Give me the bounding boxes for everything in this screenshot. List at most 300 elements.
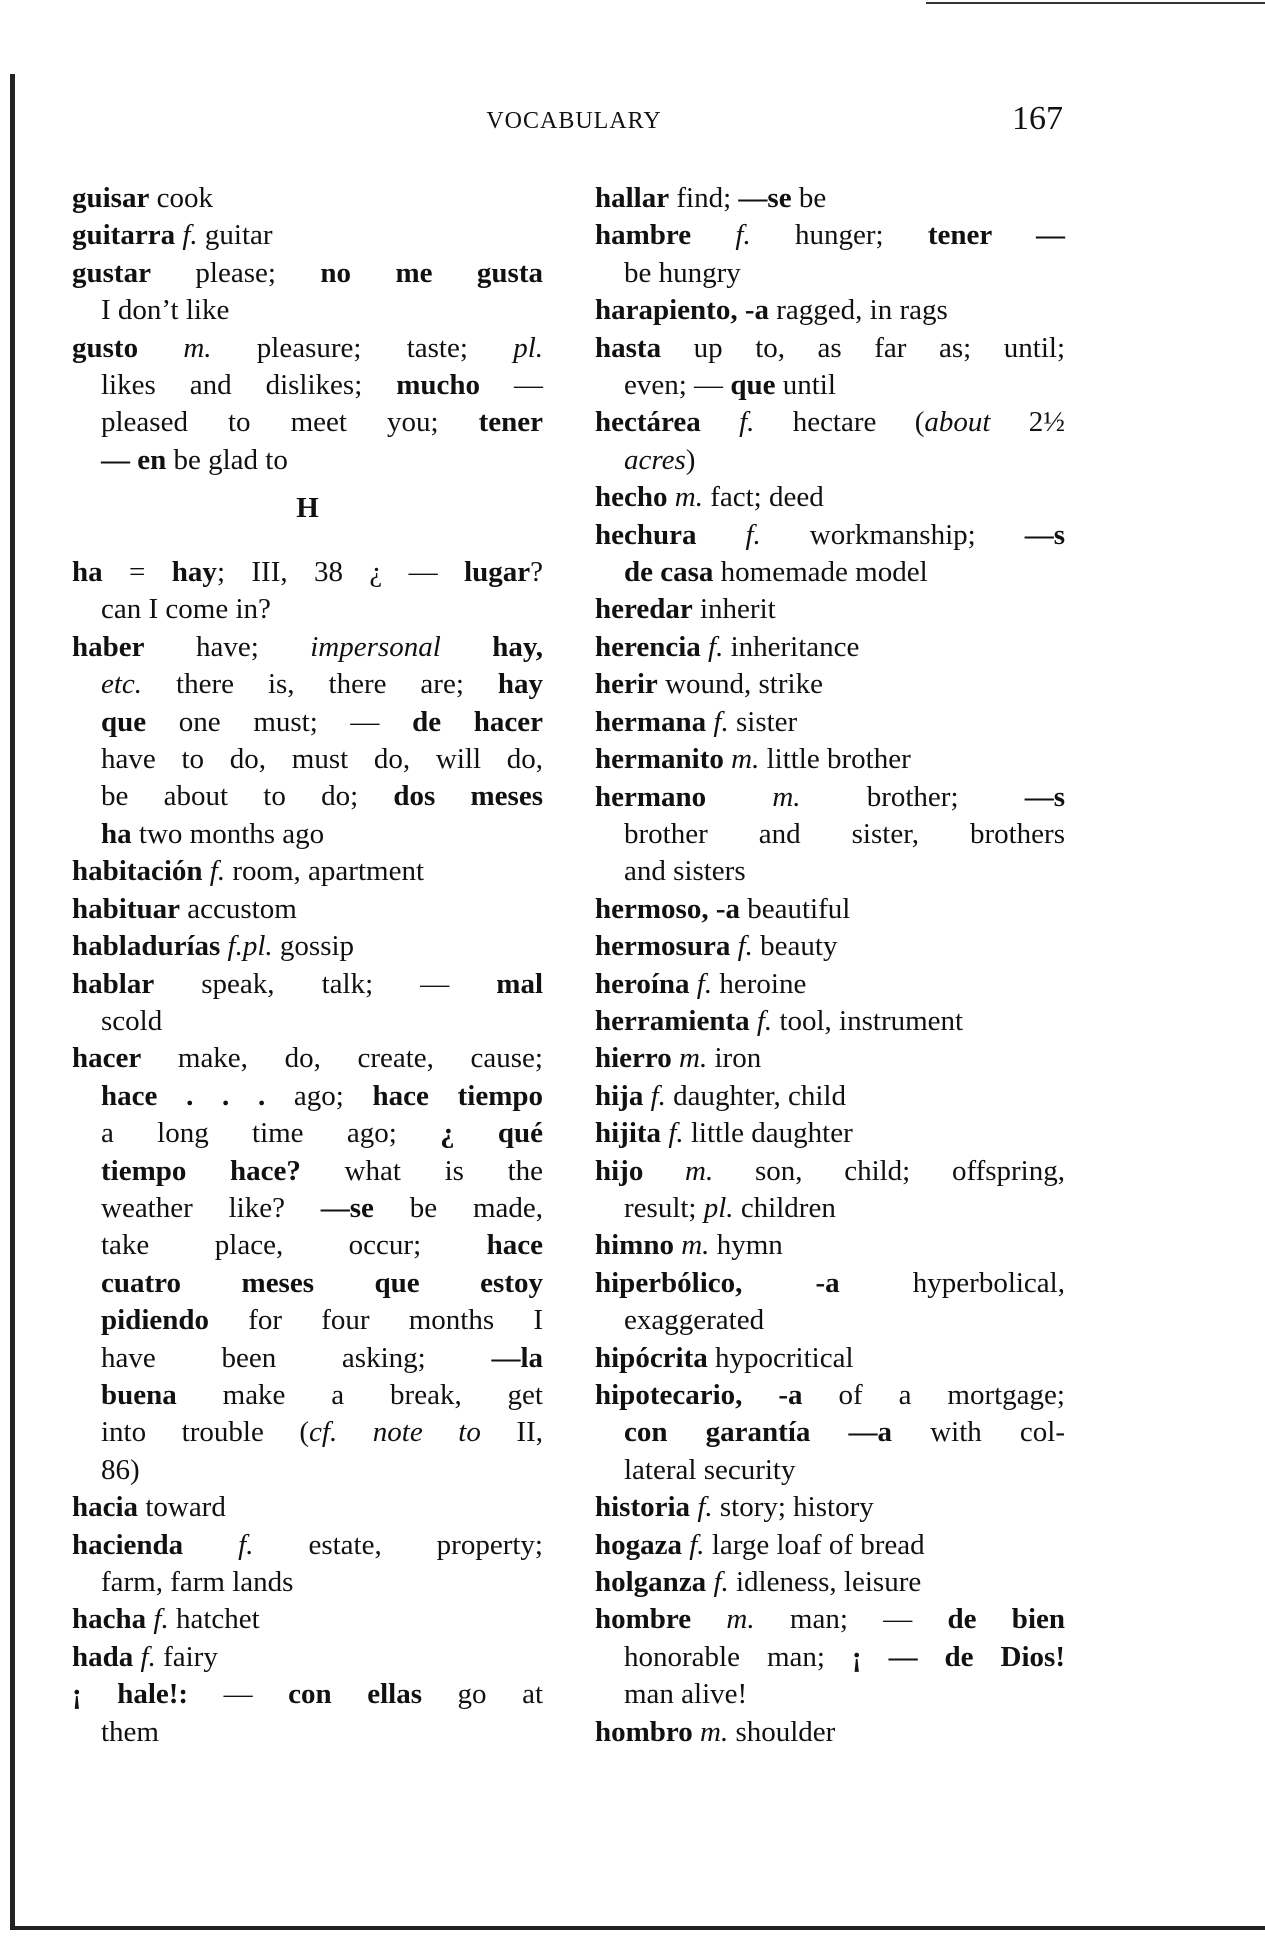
entry-line <box>72 704 543 741</box>
headword-text: hace tiempo <box>372 1079 543 1112</box>
definition-text: hatchet <box>168 1603 260 1636</box>
vocabulary-entry <box>595 292 1065 329</box>
definition-text: be <box>791 182 827 214</box>
headword-text: ¡ hale!: <box>72 1678 189 1711</box>
definition-text: 86) <box>101 1453 140 1486</box>
vocabulary-entry <box>72 554 543 629</box>
definition-text: children <box>733 1191 836 1224</box>
definition-text: of a mortgage; <box>802 1379 1065 1411</box>
grammar-label: m. <box>667 481 703 514</box>
vocabulary-entry <box>595 1003 1065 1040</box>
entry-line <box>595 1489 1065 1526</box>
definition-text: accustom <box>179 892 297 925</box>
vocabulary-entry <box>595 666 1065 703</box>
headword-text: con ellas <box>288 1678 422 1711</box>
entry-line <box>72 778 543 815</box>
headword-text: himno <box>595 1229 674 1262</box>
entry-line <box>72 1003 543 1040</box>
vocabulary-entry <box>595 1527 1065 1564</box>
definition-text: likes and dislikes; <box>101 369 397 402</box>
headword-text: habituar <box>72 892 180 925</box>
headword-text: guisar <box>72 182 150 214</box>
entry-line <box>595 816 1065 853</box>
entry-line <box>72 255 543 292</box>
headword-text: —s <box>1024 518 1065 551</box>
headword-text: hermanito <box>595 743 724 776</box>
scan-edge-top <box>926 2 1265 4</box>
definition-text: heroine <box>712 967 807 1000</box>
headword-text: —la <box>491 1341 543 1374</box>
headword-text: habladurías <box>72 930 221 963</box>
grammar-label: f. <box>689 967 713 1000</box>
definition-text: hymn <box>709 1229 783 1262</box>
headword-text: hay <box>497 668 543 701</box>
definition-text: a long time ago; <box>101 1117 441 1150</box>
entry-line <box>595 1340 1065 1377</box>
headword-text: que <box>730 369 776 402</box>
grammar-label: about <box>924 406 991 439</box>
headword-text: hipócrita <box>595 1341 708 1374</box>
vocabulary-entry <box>595 1078 1065 1115</box>
grammar-label: etc. <box>101 668 143 701</box>
vocabulary-entry <box>595 217 1065 292</box>
entry-line <box>595 217 1065 254</box>
entry-line <box>72 1489 543 1526</box>
grammar-label: f. <box>749 1004 773 1037</box>
headword-text: hectárea <box>595 406 701 439</box>
definition-text: I don’t like <box>101 294 230 327</box>
grammar-label: m. <box>706 780 801 813</box>
headword-text: ha <box>101 817 132 850</box>
grammar-label: f. <box>700 406 755 439</box>
entry-line <box>595 1190 1065 1227</box>
right-column <box>595 180 1065 1751</box>
entry-line <box>595 666 1065 703</box>
entry-line <box>595 442 1065 479</box>
definition-text: little brother <box>759 743 911 776</box>
definition-text: room, apartment <box>225 855 425 888</box>
headword-text: hace . . . <box>101 1079 266 1112</box>
definition-text: story; history <box>712 1491 874 1524</box>
definition-text: have been asking; <box>101 1341 492 1374</box>
vocabulary-entry <box>595 591 1065 628</box>
entry-line <box>72 1040 543 1077</box>
entry-line <box>595 891 1065 928</box>
grammar-label: f. <box>183 1528 254 1561</box>
grammar-label: f. <box>643 1079 666 1112</box>
definition-text: man; — <box>754 1603 948 1636</box>
entry-line <box>595 330 1065 367</box>
vocabulary-entry <box>72 928 543 965</box>
entry-line <box>595 554 1065 591</box>
headword-text: hasta <box>595 331 662 364</box>
definition-text: one must; — <box>146 705 413 738</box>
definition-text: there is, there are; <box>142 668 498 701</box>
entry-line <box>595 404 1065 441</box>
entry-line <box>72 1265 543 1302</box>
grammar-label: f. <box>706 705 729 738</box>
definition-text: scold <box>101 1004 163 1037</box>
entry-line <box>72 1452 543 1489</box>
entry-line <box>595 1452 1065 1489</box>
entry-line <box>595 1639 1065 1676</box>
entry-line <box>595 1377 1065 1414</box>
definition-text: idleness, leisure <box>728 1566 922 1599</box>
grammar-label: pl. <box>703 1191 734 1224</box>
vocabulary-entry <box>72 217 543 254</box>
headword-text: hechura <box>595 518 697 551</box>
definition-text: fairy <box>155 1640 218 1673</box>
headword-text: hacha <box>72 1603 147 1636</box>
definition-text: ago; <box>265 1079 373 1112</box>
grammar-label: f. <box>691 219 751 252</box>
headword-text: de casa <box>624 556 714 589</box>
definition-text: = <box>102 556 172 589</box>
definition-text: estate, property; <box>253 1528 543 1561</box>
entry-line <box>595 779 1065 816</box>
vocabulary-entry <box>72 1489 543 1526</box>
headword-text: heroína <box>595 967 690 1000</box>
entry-line <box>72 666 543 703</box>
headword-text: ha <box>72 556 103 589</box>
definition-text: exaggerated <box>624 1304 765 1337</box>
headword-text: hablar <box>72 967 155 1000</box>
grammar-label: f. <box>146 1603 169 1636</box>
entry-line <box>72 1227 543 1264</box>
entry-line <box>595 591 1065 628</box>
headword-text: hipotecario, -a <box>595 1379 803 1411</box>
definition-text: have; <box>144 630 311 663</box>
entry-line <box>72 853 543 890</box>
left-column <box>72 180 543 1751</box>
definition-text: and sisters <box>624 855 746 888</box>
entry-line <box>595 292 1065 329</box>
entry-line <box>595 1527 1065 1564</box>
definition-text: be glad to <box>166 443 288 476</box>
grammar-label: f. <box>133 1640 156 1673</box>
definition-text: hunger; <box>750 219 928 252</box>
vocabulary-entry <box>595 928 1065 965</box>
headword-text: dos meses <box>393 780 543 813</box>
definition-text: pleasure; taste; <box>211 331 514 364</box>
headword-text: harapiento, -a <box>595 294 769 327</box>
grammar-label: f.pl. <box>220 930 273 963</box>
headword-text: tiempo hace? <box>101 1154 301 1187</box>
headword-text: hacia <box>72 1491 139 1524</box>
entry-line <box>72 1676 543 1713</box>
entry-line <box>72 1115 543 1152</box>
definition-text: be about to do; <box>101 780 394 813</box>
definition-text: have to do, must do, will do, <box>101 743 543 776</box>
entry-line <box>595 479 1065 516</box>
definition-text: speak, talk; — <box>154 967 497 1000</box>
headword-text: no me gusta <box>320 256 544 289</box>
vocabulary-entry <box>595 1601 1065 1713</box>
vocabulary-entry <box>72 330 543 480</box>
headword-text: hermosura <box>595 930 731 963</box>
definition-text: be made, <box>373 1191 543 1224</box>
definition-text: sister <box>728 705 798 738</box>
headword-text: heredar <box>595 593 693 626</box>
definition-text: toward <box>138 1491 226 1524</box>
definition-text: tool, instrument <box>772 1004 964 1037</box>
definition-text: fact; deed <box>702 481 824 514</box>
definition-text: farm, farm lands <box>101 1566 294 1599</box>
headword-text: hombro <box>595 1715 693 1748</box>
definition-text: hyperbolical, <box>839 1266 1065 1299</box>
headword-text: hacienda <box>72 1528 184 1561</box>
definition-text: guitar <box>197 219 273 252</box>
definition-text: large loaf of bread <box>704 1528 925 1561</box>
headword-text: hogaza <box>595 1528 682 1561</box>
vocabulary-entry <box>72 255 543 330</box>
headword-text: pidiendo <box>101 1304 209 1337</box>
vocabulary-entry <box>595 741 1065 778</box>
vocabulary-entry <box>595 517 1065 592</box>
headword-text: hambre <box>595 219 692 252</box>
vocabulary-entry <box>595 704 1065 741</box>
entry-line <box>595 704 1065 741</box>
definition-text: son, child; offspring, <box>713 1154 1065 1187</box>
entry-line <box>595 1714 1065 1751</box>
headword-text: — en <box>101 443 167 476</box>
vocabulary-entry <box>595 1377 1065 1489</box>
headword-text: holganza <box>595 1566 707 1599</box>
grammar-label: m. <box>691 1603 755 1636</box>
vocabulary-entry <box>72 1676 543 1751</box>
grammar-label: f. <box>690 1491 713 1524</box>
entry-line <box>595 517 1065 554</box>
entry-line <box>72 1340 543 1377</box>
scan-edge-bottom <box>10 1926 1265 1930</box>
definition-text: wound, strike <box>657 668 823 701</box>
definition-text: go at <box>422 1678 544 1711</box>
headword-text: hermana <box>595 705 707 738</box>
headword-text: mal <box>496 967 543 1000</box>
headword-text: herencia <box>595 630 701 663</box>
definition-text: gossip <box>272 930 355 963</box>
grammar-label: f. <box>700 630 724 663</box>
definition-text: take place, occur; <box>101 1229 487 1262</box>
grammar-label: f. <box>706 1566 729 1599</box>
entry-line <box>72 816 543 853</box>
entry-line <box>72 1078 543 1115</box>
definition-text: two months ago <box>131 817 325 850</box>
entry-line <box>595 966 1065 1003</box>
entry-line <box>72 292 543 329</box>
headword-text: gustar <box>72 256 151 289</box>
entry-line <box>72 891 543 928</box>
vocabulary-entry <box>595 1265 1065 1340</box>
headword-text: ¿ qué <box>440 1117 543 1150</box>
headword-text: habitación <box>72 855 203 888</box>
definition-text: lateral security <box>624 1453 796 1486</box>
entry-line <box>595 255 1065 292</box>
grammar-label: f. <box>175 219 198 252</box>
headword-text: herramienta <box>595 1004 750 1037</box>
definition-text: II, <box>480 1416 543 1449</box>
headword-text: hiperbólico, -a <box>595 1266 840 1299</box>
entry-line <box>595 1676 1065 1713</box>
entry-line <box>72 1302 543 1339</box>
headword-text: —s <box>1024 780 1065 813</box>
headword-text: guitarra <box>72 219 176 252</box>
headword-text: herir <box>595 668 658 701</box>
definition-text: inheritance <box>723 630 860 663</box>
headword-text: —se <box>738 182 792 214</box>
grammar-label: m. <box>673 1229 710 1262</box>
headword-text: hombre <box>595 1603 692 1636</box>
entry-line <box>72 1153 543 1190</box>
section-letter-heading: H <box>296 492 319 525</box>
headword-text: —se <box>320 1191 374 1224</box>
vocabulary-entry <box>595 1489 1065 1526</box>
entry-line <box>72 966 543 1003</box>
grammar-label: f. <box>696 518 761 551</box>
definition-text: iron <box>707 1042 762 1075</box>
headword-text: hace <box>486 1229 543 1262</box>
vocabulary-entry <box>72 629 543 853</box>
headword-text: hijo <box>595 1154 644 1187</box>
headword-text: hija <box>595 1079 644 1112</box>
definition-text: — <box>188 1678 289 1711</box>
entry-line <box>595 853 1065 890</box>
definition-text: ) <box>685 443 696 476</box>
headword-text: cuatro meses que estoy <box>101 1266 543 1299</box>
entry-line <box>72 629 543 666</box>
entry-line <box>72 1564 543 1601</box>
headword-text: con garantía —a <box>624 1416 893 1449</box>
grammar-label: f. <box>202 855 226 888</box>
headword-text: hierro <box>595 1042 672 1075</box>
entry-line <box>595 629 1065 666</box>
definition-text: homemade model <box>713 556 928 589</box>
grammar-label: f. <box>682 1528 705 1561</box>
vocabulary-entry <box>72 1040 543 1489</box>
grammar-label: m. <box>692 1715 729 1748</box>
definition-text: until <box>775 369 836 402</box>
entry-line <box>72 1601 543 1638</box>
vocabulary-entry <box>595 779 1065 891</box>
headword-text: hada <box>72 1640 134 1673</box>
entry-line <box>72 741 543 778</box>
headword-text: lugar <box>464 556 531 589</box>
page-number: 167 <box>1012 100 1063 137</box>
entry-line <box>595 741 1065 778</box>
definition-text: brother; <box>800 780 1025 813</box>
definition-text: please; <box>150 256 321 289</box>
grammar-label: m. <box>643 1154 714 1187</box>
definition-text: inherit <box>692 593 776 626</box>
vocabulary-entry <box>595 1227 1065 1264</box>
entry-line <box>72 442 543 479</box>
entry-line <box>595 1564 1065 1601</box>
vocabulary-entry <box>595 330 1065 405</box>
definition-text: cook <box>149 182 213 214</box>
vocabulary-entry <box>72 853 543 890</box>
vocabulary-entry <box>72 966 543 1041</box>
vocabulary-entry <box>595 1340 1065 1377</box>
grammar-label: f. <box>661 1117 684 1150</box>
entry-line <box>72 1639 543 1676</box>
headword-text: hacer <box>72 1042 142 1075</box>
definition-text: workmanship; <box>760 518 1025 551</box>
headword-text: ¡ — de Dios! <box>851 1640 1065 1673</box>
definition-text: beauty <box>752 930 838 963</box>
headword-text: hecho <box>595 481 668 514</box>
entry-line <box>595 1601 1065 1638</box>
entry-line <box>72 367 543 404</box>
vocabulary-entry <box>595 180 1065 217</box>
entry-line <box>595 180 1065 217</box>
definition-text: them <box>101 1715 159 1748</box>
entry-line <box>595 1003 1065 1040</box>
grammar-label: m. <box>671 1042 708 1075</box>
entry-line <box>595 1302 1065 1339</box>
vocabulary-entry <box>595 629 1065 666</box>
grammar-label: impersonal <box>310 630 441 663</box>
entry-line <box>72 404 543 441</box>
definition-text: for four months I <box>209 1304 543 1337</box>
definition-text: be hungry <box>624 256 741 289</box>
entry-line <box>595 1227 1065 1264</box>
entry-line <box>595 1078 1065 1115</box>
headword-text: historia <box>595 1491 691 1524</box>
vocabulary-entry <box>595 404 1065 479</box>
definition-text: make a break, get <box>176 1378 543 1411</box>
entry-line <box>72 1714 543 1751</box>
definition-text: even; — <box>624 369 731 402</box>
definition-text: ; III, 38 ¿ — <box>216 556 465 589</box>
headword-text: de bien <box>947 1603 1065 1636</box>
headword-text: hay <box>171 556 217 589</box>
headword-text: que <box>101 705 147 738</box>
definition-text: find; <box>669 182 739 214</box>
entry-line <box>72 180 543 217</box>
definition-text: little daughter <box>683 1117 853 1150</box>
definition-text: up to, as far as; until; <box>661 331 1065 364</box>
vocabulary-entry <box>595 891 1065 928</box>
entry-line <box>595 928 1065 965</box>
entry-line <box>72 928 543 965</box>
entry-line <box>595 1414 1065 1451</box>
headword-text: hay, <box>440 630 543 663</box>
definition-text: hypocritical <box>707 1341 854 1374</box>
vocabulary-entry <box>72 1601 543 1638</box>
definition-text: ragged, in rags <box>769 294 948 327</box>
definition-text: into trouble ( <box>101 1416 310 1449</box>
definition-text: hectare ( <box>754 406 925 439</box>
entry-line <box>72 1377 543 1414</box>
vocabulary-entry <box>72 180 543 217</box>
vocabulary-entry <box>595 479 1065 516</box>
entry-line <box>72 330 543 367</box>
headword-text: gusto <box>72 331 139 364</box>
entry-line <box>72 1414 543 1451</box>
grammar-label: m. <box>723 743 760 776</box>
vocabulary-entry <box>595 1040 1065 1077</box>
headword-text: buena <box>101 1378 177 1411</box>
definition-text: what is the <box>300 1154 543 1187</box>
vocabulary-entry <box>72 1527 543 1602</box>
vocabulary-entry <box>72 891 543 928</box>
headword-text: de hacer <box>412 705 543 738</box>
definition-text: pleased to meet you; <box>101 406 479 439</box>
grammar-label: pl. <box>513 331 543 364</box>
definition-text: 2½ <box>990 406 1066 439</box>
vocabulary-entry <box>595 1115 1065 1152</box>
definition-text: man alive! <box>624 1678 748 1711</box>
